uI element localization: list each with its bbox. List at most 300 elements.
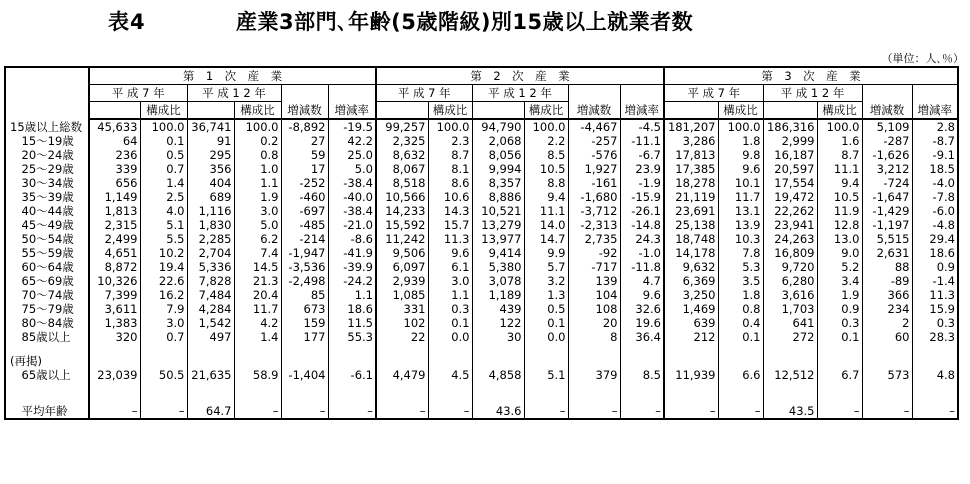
value-cell: -8.6 [328, 232, 376, 246]
value-cell: 17,813 [664, 148, 718, 162]
value-cell: 3,611 [89, 302, 140, 316]
value-cell: 1.4 [140, 176, 187, 190]
table-row [5, 330, 958, 344]
value-cell: 5.3 [718, 260, 763, 274]
value-cell: 6.6 [718, 368, 763, 382]
value-cell: 5.0 [234, 218, 281, 232]
sector-1-header: 第 1 次 産 業 [89, 67, 376, 85]
value-cell: 8,067 [376, 162, 428, 176]
value-cell: 2,499 [89, 232, 140, 246]
header-year-row [5, 85, 958, 102]
value-cell: 11.1 [524, 204, 568, 218]
value-cell: 6,369 [664, 274, 718, 288]
value-cell: 14.5 [234, 260, 281, 274]
value-cell: 339 [89, 162, 140, 176]
row-label: 40～44歳 [5, 204, 89, 218]
blank-cell [428, 382, 472, 404]
value-cell: -287 [862, 134, 912, 148]
spacer-row [5, 354, 958, 368]
row-label: 85歳以上 [5, 330, 89, 344]
blank-cell [328, 85, 376, 102]
value-cell: 3,078 [472, 274, 524, 288]
value-cell: 641 [763, 316, 817, 330]
blank-cell [912, 85, 958, 102]
value-cell: 3.0 [140, 316, 187, 330]
value-cell: 29.4 [912, 232, 958, 246]
value-cell: 212 [664, 330, 718, 344]
value-cell: -9.1 [912, 148, 958, 162]
value-cell: 1,383 [89, 316, 140, 330]
value-cell: 3.0 [234, 204, 281, 218]
value-cell: 14.7 [524, 232, 568, 246]
value-cell: 10.5 [817, 190, 862, 204]
year-h7-header: 平 成 7 年 [664, 85, 763, 102]
value-cell: 159 [281, 316, 328, 330]
value-cell: – [664, 404, 718, 419]
table-row [5, 148, 958, 162]
value-cell: 88 [862, 260, 912, 274]
value-cell: -161 [568, 176, 620, 190]
value-cell: 4,479 [376, 368, 428, 382]
value-cell: 5.1 [140, 218, 187, 232]
value-cell: 1,830 [187, 218, 234, 232]
table-row [5, 302, 958, 316]
value-cell: 10,521 [472, 204, 524, 218]
value-cell: 356 [187, 162, 234, 176]
value-cell: 0.0 [428, 330, 472, 344]
value-cell: 18.5 [912, 162, 958, 176]
value-cell: 100.0 [817, 119, 862, 134]
value-cell: -4.0 [912, 176, 958, 190]
table-row [5, 232, 958, 246]
row-label: 55～59歳 [5, 246, 89, 260]
value-cell: 15,592 [376, 218, 428, 232]
value-cell: 14.3 [428, 204, 472, 218]
value-cell: – [428, 404, 472, 419]
year-h12-header: 平 成 1 2 年 [187, 85, 281, 102]
blank-cell [89, 354, 140, 368]
value-cell: 366 [862, 288, 912, 302]
blank-cell [376, 354, 428, 368]
value-cell: 186,316 [763, 119, 817, 134]
value-cell: 8.6 [428, 176, 472, 190]
value-cell: 6,097 [376, 260, 428, 274]
value-cell: 14.0 [524, 218, 568, 232]
value-cell: 11,939 [664, 368, 718, 382]
value-cell: 1.8 [718, 288, 763, 302]
blank-cell [234, 382, 281, 404]
blank-cell [664, 354, 718, 368]
value-cell: 11.5 [328, 316, 376, 330]
row-label [5, 344, 89, 354]
value-cell: -4.5 [620, 119, 664, 134]
blank-cell [328, 382, 376, 404]
value-cell: -40.0 [328, 190, 376, 204]
value-cell: -2,313 [568, 218, 620, 232]
value-cell: 122 [472, 316, 524, 330]
value-cell: 3,250 [664, 288, 718, 302]
blank-cell [89, 382, 140, 404]
value-cell: 36.4 [620, 330, 664, 344]
value-cell: 4.2 [234, 316, 281, 330]
blank-cell [862, 354, 912, 368]
value-cell: 11,242 [376, 232, 428, 246]
value-cell: 2,999 [763, 134, 817, 148]
value-cell: 10.1 [718, 176, 763, 190]
value-cell: 5.2 [817, 260, 862, 274]
value-cell: 13.9 [718, 218, 763, 232]
value-cell: 0.3 [817, 316, 862, 330]
value-cell: -92 [568, 246, 620, 260]
value-cell: 21,635 [187, 368, 234, 382]
value-cell: 0.1 [718, 330, 763, 344]
value-cell: 1,085 [376, 288, 428, 302]
blank-cell [620, 382, 664, 404]
value-cell: -6.7 [620, 148, 664, 162]
value-cell: – [328, 404, 376, 419]
value-cell: 181,207 [664, 119, 718, 134]
blank-cell [817, 354, 862, 368]
row-label: 15～19歳 [5, 134, 89, 148]
unit-note: （単位：人､％） [881, 52, 964, 65]
value-cell: 8.5 [620, 368, 664, 382]
value-cell: 4.0 [140, 204, 187, 218]
table-row [5, 316, 958, 330]
row-label: 50～54歳 [5, 232, 89, 246]
value-cell: 177 [281, 330, 328, 344]
value-cell: 236 [89, 148, 140, 162]
value-cell: 2.2 [524, 134, 568, 148]
value-cell: 18.6 [912, 246, 958, 260]
value-cell: 19.4 [140, 260, 187, 274]
value-cell: 42.2 [328, 134, 376, 148]
value-cell: 14,233 [376, 204, 428, 218]
blank-cell [89, 102, 140, 120]
value-cell: -576 [568, 148, 620, 162]
value-cell: 0.5 [140, 148, 187, 162]
blank-cell [472, 354, 524, 368]
value-cell: 20.4 [234, 288, 281, 302]
value-cell: 0.7 [140, 162, 187, 176]
value-cell: 8.1 [428, 162, 472, 176]
value-cell: -24.2 [328, 274, 376, 288]
value-cell: 1,927 [568, 162, 620, 176]
row-label: 65～69歳 [5, 274, 89, 288]
value-cell: 9.4 [524, 190, 568, 204]
blank-cell [428, 344, 472, 354]
value-cell: -8,892 [281, 119, 328, 134]
value-cell: 9.8 [718, 148, 763, 162]
value-cell: 28.3 [912, 330, 958, 344]
row-label: (再掲) [5, 354, 89, 368]
table-row [5, 404, 958, 419]
value-cell: 2,939 [376, 274, 428, 288]
row-label: 65歳以上 [5, 368, 89, 382]
row-label: 30～34歳 [5, 176, 89, 190]
value-cell: 108 [568, 302, 620, 316]
value-cell: – [281, 404, 328, 419]
value-cell: 1.9 [234, 190, 281, 204]
blank-cell [234, 344, 281, 354]
value-cell: -2,498 [281, 274, 328, 288]
blank-cell [568, 354, 620, 368]
blank-cell [664, 344, 718, 354]
table-row [5, 274, 958, 288]
value-cell: -39.9 [328, 260, 376, 274]
value-cell: 36,741 [187, 119, 234, 134]
row-label: 45～49歳 [5, 218, 89, 232]
value-cell: 439 [472, 302, 524, 316]
value-cell: 16,187 [763, 148, 817, 162]
blank-cell [763, 102, 817, 120]
col-rate-header: 増減率 [620, 102, 664, 120]
value-cell: 0.9 [912, 260, 958, 274]
value-cell: 25.0 [328, 148, 376, 162]
value-cell: 0.1 [428, 316, 472, 330]
value-cell: 5.0 [328, 162, 376, 176]
value-cell: 17,385 [664, 162, 718, 176]
value-cell: 0.4 [718, 316, 763, 330]
col-ratio-header: 構成比 [140, 102, 187, 120]
value-cell: 1.6 [817, 134, 862, 148]
row-label: 20～24歳 [5, 148, 89, 162]
table-row [5, 176, 958, 190]
value-cell: 1,703 [763, 302, 817, 316]
value-cell: – [234, 404, 281, 419]
value-cell: 16.2 [140, 288, 187, 302]
spacer-row [5, 344, 958, 354]
value-cell: -1.0 [620, 246, 664, 260]
value-cell: -1,647 [862, 190, 912, 204]
value-cell: 10.5 [524, 162, 568, 176]
blank-cell [428, 354, 472, 368]
value-cell: 0.9 [817, 302, 862, 316]
blank-cell [718, 382, 763, 404]
value-cell: 13,279 [472, 218, 524, 232]
header-column-row [5, 102, 958, 120]
row-label: 80～84歳 [5, 316, 89, 330]
value-cell: 9.6 [718, 162, 763, 176]
value-cell: -15.9 [620, 190, 664, 204]
value-cell: 19,472 [763, 190, 817, 204]
value-cell: – [568, 404, 620, 419]
blank-cell [281, 354, 328, 368]
value-cell: 100.0 [718, 119, 763, 134]
value-cell: 23,941 [763, 218, 817, 232]
value-cell: 22,262 [763, 204, 817, 218]
value-cell: -6.0 [912, 204, 958, 218]
value-cell: 320 [89, 330, 140, 344]
blank-cell [620, 85, 664, 102]
value-cell: -460 [281, 190, 328, 204]
value-cell: – [862, 404, 912, 419]
value-cell: -38.4 [328, 204, 376, 218]
value-cell: 27 [281, 134, 328, 148]
value-cell: 10.2 [140, 246, 187, 260]
value-cell: 9.4 [817, 176, 862, 190]
value-cell: 1.8 [718, 134, 763, 148]
value-cell: 30 [472, 330, 524, 344]
value-cell: 17,554 [763, 176, 817, 190]
table-row [5, 162, 958, 176]
blank-cell [140, 344, 187, 354]
value-cell: 5,109 [862, 119, 912, 134]
col-ratio-header: 構成比 [234, 102, 281, 120]
blank-cell [862, 85, 912, 102]
col-ratio-header: 構成比 [817, 102, 862, 120]
value-cell: 11.1 [817, 162, 862, 176]
col-ratio-header: 構成比 [428, 102, 472, 120]
value-cell: 5.5 [140, 232, 187, 246]
value-cell: 9,994 [472, 162, 524, 176]
value-cell: 9,632 [664, 260, 718, 274]
year-h12-header: 平 成 1 2 年 [763, 85, 862, 102]
value-cell: 1.1 [234, 176, 281, 190]
year-h12-header: 平 成 1 2 年 [472, 85, 568, 102]
value-cell: -3,536 [281, 260, 328, 274]
blank-cell [912, 354, 958, 368]
value-cell: 2.5 [140, 190, 187, 204]
table-row [5, 119, 958, 134]
blank-cell [568, 85, 620, 102]
value-cell: -1,626 [862, 148, 912, 162]
value-cell: 0.7 [140, 330, 187, 344]
value-cell: -3,712 [568, 204, 620, 218]
value-cell: -7.8 [912, 190, 958, 204]
value-cell: 1,116 [187, 204, 234, 218]
sector-3-header: 第 3 次 産 業 [664, 67, 958, 85]
value-cell: 32.6 [620, 302, 664, 316]
value-cell: 689 [187, 190, 234, 204]
value-cell: 656 [89, 176, 140, 190]
value-cell: 7.8 [718, 246, 763, 260]
value-cell: 1,189 [472, 288, 524, 302]
value-cell: 15.7 [428, 218, 472, 232]
value-cell: 7.9 [140, 302, 187, 316]
value-cell: 11.3 [912, 288, 958, 302]
value-cell: -724 [862, 176, 912, 190]
value-cell: 5,380 [472, 260, 524, 274]
value-cell: 0.1 [817, 330, 862, 344]
value-cell: 43.6 [472, 404, 524, 419]
blank-cell [620, 354, 664, 368]
value-cell: 3.4 [817, 274, 862, 288]
blank-cell [328, 354, 376, 368]
value-cell: 55.3 [328, 330, 376, 344]
value-cell: 23,039 [89, 368, 140, 382]
value-cell: 2,285 [187, 232, 234, 246]
value-cell: -8.7 [912, 134, 958, 148]
header-corner [5, 67, 89, 119]
value-cell: 1,813 [89, 204, 140, 218]
value-cell: 139 [568, 274, 620, 288]
value-cell: -1.9 [620, 176, 664, 190]
value-cell: 18,748 [664, 232, 718, 246]
table-row [5, 288, 958, 302]
col-ratio-header: 構成比 [718, 102, 763, 120]
row-label: 60～64歳 [5, 260, 89, 274]
value-cell: – [620, 404, 664, 419]
blank-cell [376, 102, 428, 120]
value-cell: 22 [376, 330, 428, 344]
value-cell: 12,512 [763, 368, 817, 382]
table-row [5, 260, 958, 274]
value-cell: 12.8 [817, 218, 862, 232]
value-cell: 0.1 [524, 316, 568, 330]
value-cell: 11.7 [718, 190, 763, 204]
value-cell: 11.3 [428, 232, 472, 246]
blank-cell [328, 344, 376, 354]
value-cell: 100.0 [234, 119, 281, 134]
value-cell: 295 [187, 148, 234, 162]
value-cell: 9.0 [817, 246, 862, 260]
value-cell: 24,263 [763, 232, 817, 246]
value-cell: 17 [281, 162, 328, 176]
value-cell: 404 [187, 176, 234, 190]
value-cell: 8,518 [376, 176, 428, 190]
value-cell: 4,284 [187, 302, 234, 316]
value-cell: 10.3 [718, 232, 763, 246]
value-cell: 6,280 [763, 274, 817, 288]
value-cell: 1,149 [89, 190, 140, 204]
value-cell: 5,336 [187, 260, 234, 274]
value-cell: -11.8 [620, 260, 664, 274]
blank-cell [376, 382, 428, 404]
value-cell: 0.2 [234, 134, 281, 148]
value-cell: 0.8 [234, 148, 281, 162]
value-cell: 10,326 [89, 274, 140, 288]
blank-cell [524, 344, 568, 354]
value-cell: 100.0 [428, 119, 472, 134]
blank-cell [281, 382, 328, 404]
blank-cell [187, 344, 234, 354]
value-cell: 94,790 [472, 119, 524, 134]
value-cell: 1.3 [524, 288, 568, 302]
value-cell: 331 [376, 302, 428, 316]
value-cell: 3.5 [718, 274, 763, 288]
value-cell: -717 [568, 260, 620, 274]
value-cell: – [376, 404, 428, 419]
value-cell: 64.7 [187, 404, 234, 419]
value-cell: – [817, 404, 862, 419]
value-cell: 4.5 [428, 368, 472, 382]
value-cell: 104 [568, 288, 620, 302]
value-cell: -1,404 [281, 368, 328, 382]
value-cell: 9,414 [472, 246, 524, 260]
value-cell: 23.9 [620, 162, 664, 176]
value-cell: 18,278 [664, 176, 718, 190]
value-cell: 16,809 [763, 246, 817, 260]
value-cell: – [89, 404, 140, 419]
blank-cell [187, 382, 234, 404]
value-cell: 3,616 [763, 288, 817, 302]
value-cell: 102 [376, 316, 428, 330]
blank-cell [376, 344, 428, 354]
value-cell: -1,680 [568, 190, 620, 204]
value-cell: 6.7 [817, 368, 862, 382]
value-cell: 234 [862, 302, 912, 316]
blank-cell [664, 382, 718, 404]
value-cell: 1,542 [187, 316, 234, 330]
blank-cell [664, 102, 718, 120]
row-label: 35～39歳 [5, 190, 89, 204]
value-cell: 573 [862, 368, 912, 382]
value-cell: 6.1 [428, 260, 472, 274]
blank-cell [89, 344, 140, 354]
sector-2-header: 第 2 次 産 業 [376, 67, 664, 85]
value-cell: 58.9 [234, 368, 281, 382]
value-cell: – [140, 404, 187, 419]
